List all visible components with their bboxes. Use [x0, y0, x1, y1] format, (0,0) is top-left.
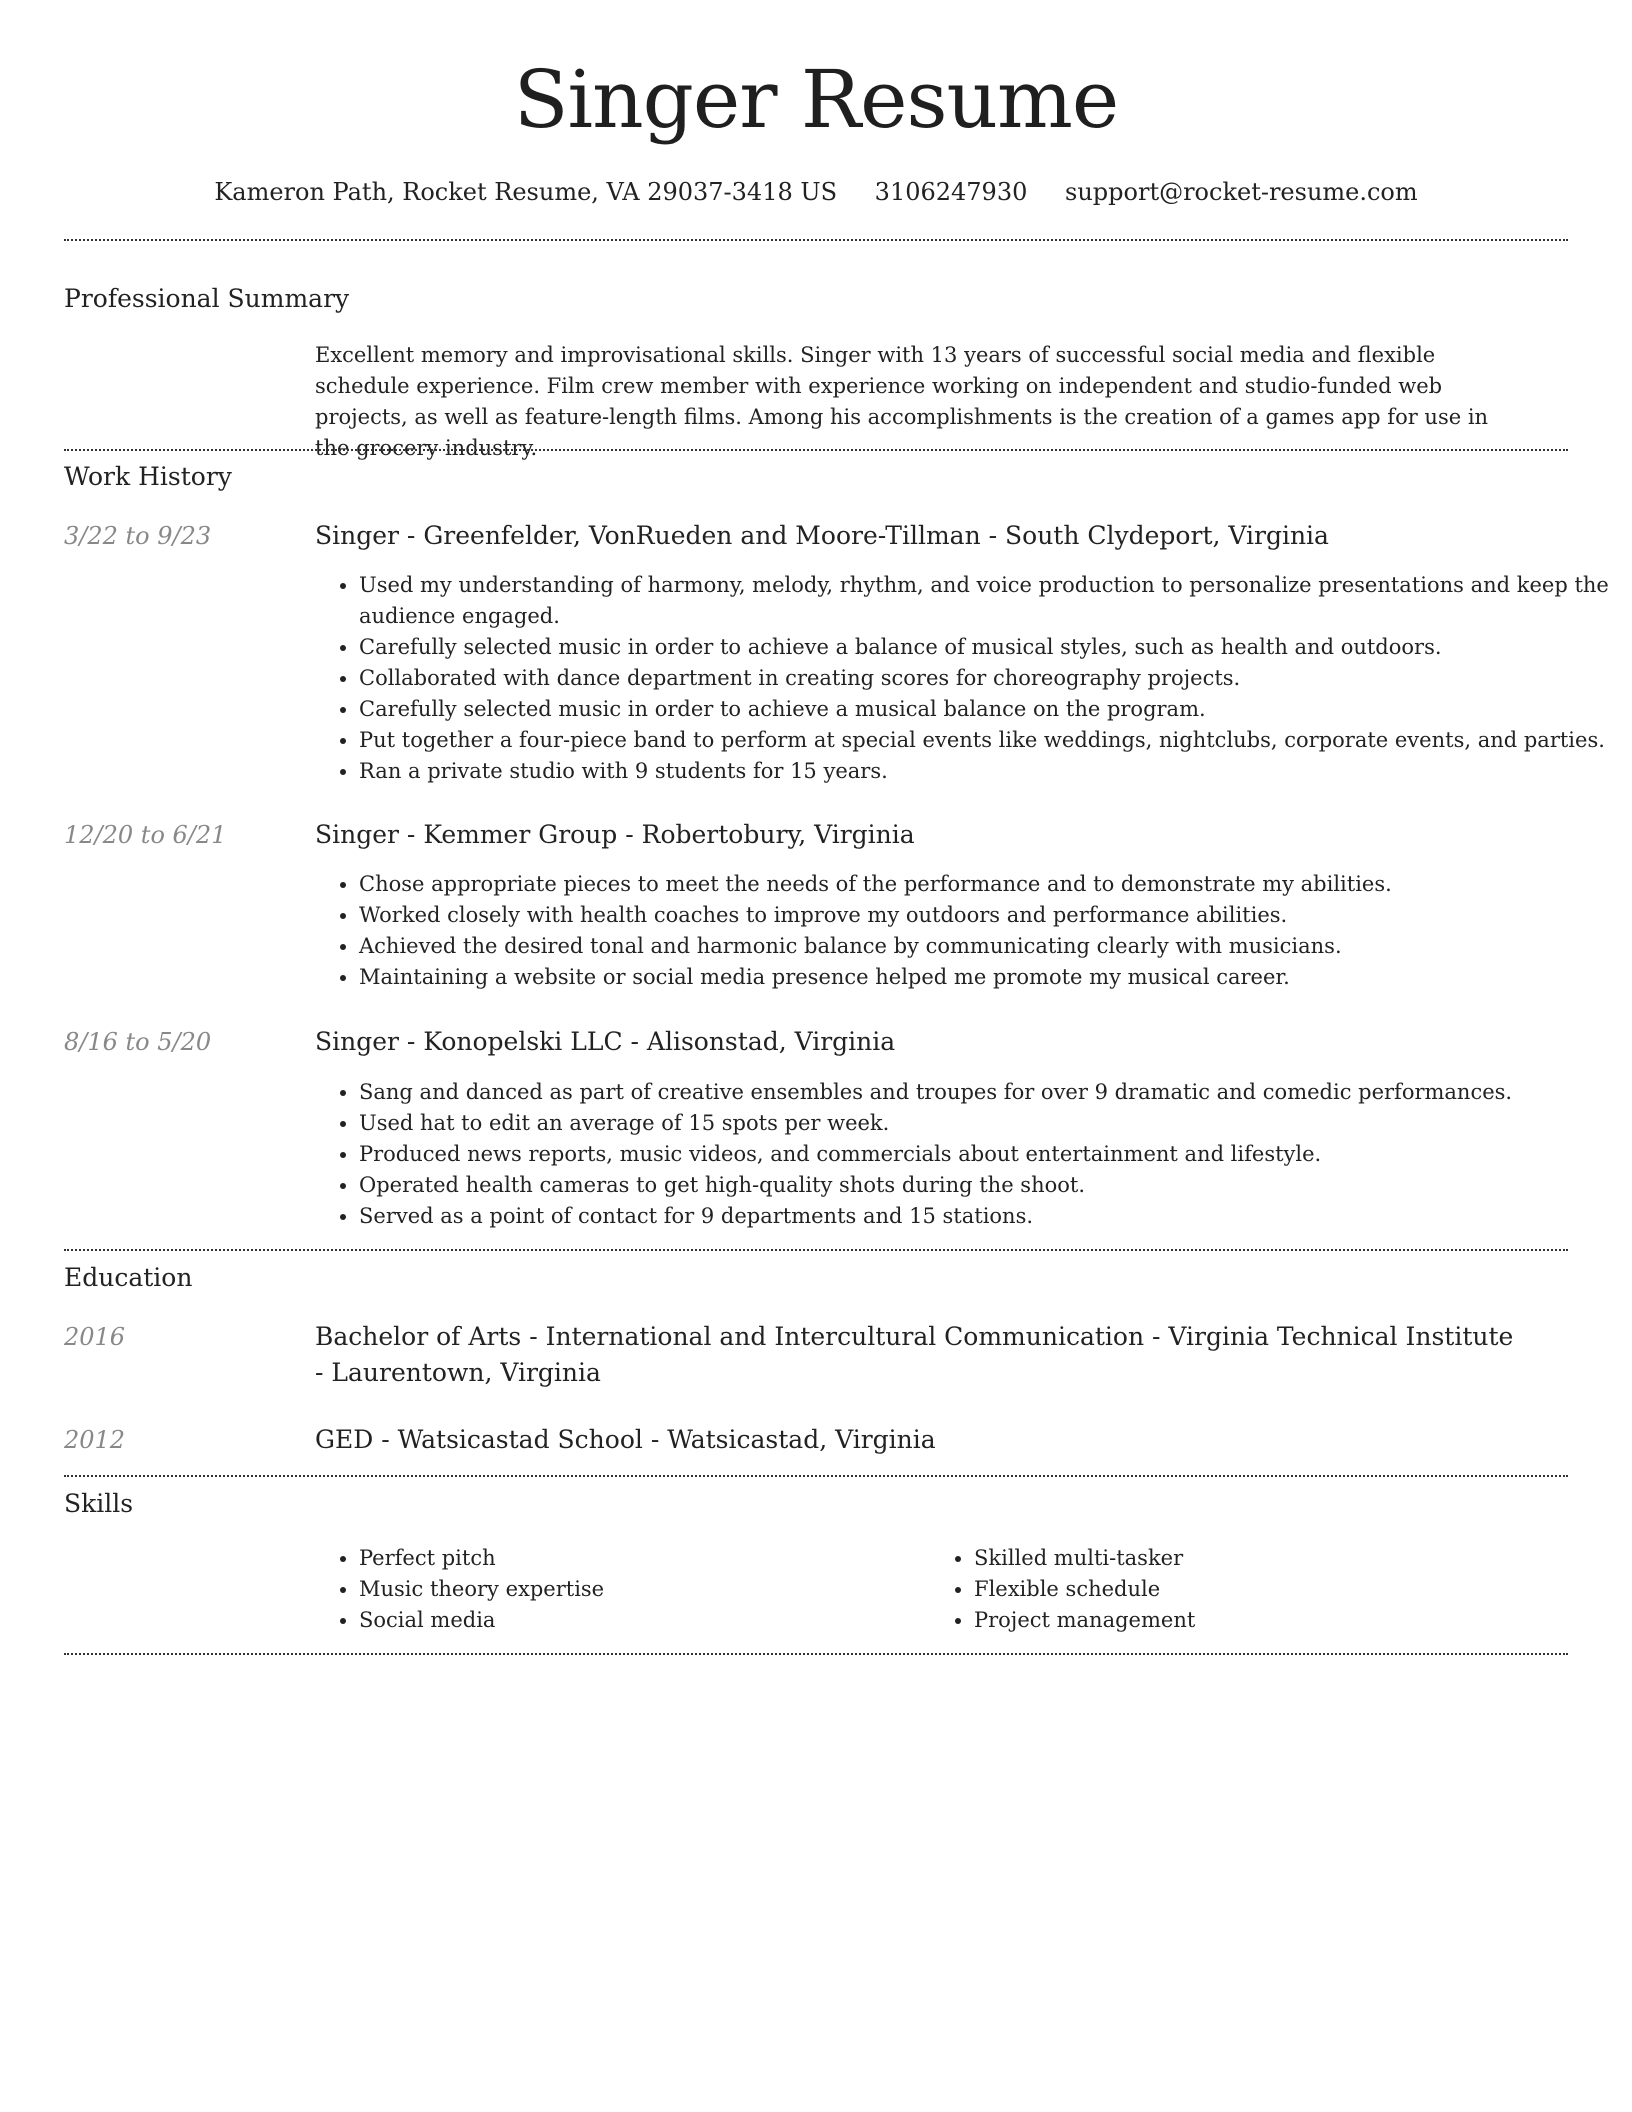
skill-item: • Social media [359, 1605, 919, 1636]
job-dates: 8/16 to 5/20 [64, 1028, 212, 1056]
skill-item: • Project management [974, 1605, 1534, 1636]
section-title-skills: Skills [64, 1489, 134, 1518]
education-year: 2012 [64, 1426, 126, 1454]
job-bullet: • Chose appropriate pieces to meet the needs of the performance and to demonstrate my abilities. [359, 869, 1609, 900]
job-bullet: • Maintaining a website or social media presence helped me promote my musical career. [359, 962, 1609, 993]
job-bullet: • Produced news reports, music videos, and commercials about entertainment and lifestyle. [359, 1139, 1609, 1170]
job-bullet: • Served as a point of contact for 9 departments and 15 stations. [359, 1201, 1609, 1232]
job-heading: Singer - Konopelski LLC - Alisonstad, Virginia [315, 1027, 896, 1056]
job-bullet: • Collaborated with dance department in creating scores for choreography projects. [359, 663, 1609, 694]
job-dates: 12/20 to 6/21 [64, 821, 227, 849]
divider [64, 449, 1568, 451]
section-title-work-history: Work History [64, 462, 232, 491]
contact-phone: 3106247930 [874, 178, 1028, 206]
contact-email: support@rocket-resume.com [1065, 178, 1418, 206]
job-heading: Singer - Kemmer Group - Robertobury, Virginia [315, 820, 915, 849]
education-heading: GED - Watsicastad School - Watsicastad, Virginia [315, 1425, 936, 1454]
job-bullet: • Put together a four-piece band to perform at special events like weddings, nightclubs, corporate events, and parties. [359, 725, 1609, 756]
skill-item: • Perfect pitch [359, 1543, 919, 1574]
job-bullets [315, 869, 1609, 993]
contact-line [0, 176, 1632, 208]
divider [64, 1249, 1568, 1251]
job-bullets [315, 1077, 1609, 1232]
job-bullets [315, 570, 1609, 787]
contact-address: Kameron Path, Rocket Resume, VA 29037-3418 US [214, 178, 838, 206]
job-bullet: • Used my understanding of harmony, melody, rhythm, and voice production to personalize presentations and keep the audience engaged. [359, 570, 1609, 632]
job-bullet: • Ran a private studio with 9 students for 15 years. [359, 756, 1609, 787]
job-dates: 3/22 to 9/23 [64, 522, 212, 550]
skill-item: • Music theory expertise [359, 1574, 919, 1605]
job-bullet: • Carefully selected music in order to achieve a musical balance on the program. [359, 694, 1609, 725]
summary-text: Excellent memory and improvisational skills. Singer with 13 years of successful social media and flexible schedule experience. Film crew member with experience working on independent and studio-funded web projects, as well as feature-length films. Among his accomplishments is the creation of a games app for use in the grocery industry. [315, 343, 1489, 460]
skill-item: • Flexible schedule [974, 1574, 1534, 1605]
job-bullet: • Sang and danced as part of creative ensembles and troupes for over 9 dramatic and comedic performances. [359, 1077, 1609, 1108]
education-heading: Bachelor of Arts - International and Intercultural Communication - Virginia Technical Institute - Laurentown, Virginia [315, 1322, 1514, 1387]
skills-list-right [930, 1543, 1534, 1636]
job-bullet: • Worked closely with health coaches to improve my outdoors and performance abilities. [359, 900, 1609, 931]
divider [64, 1653, 1568, 1655]
job-bullet: • Carefully selected music in order to achieve a balance of musical styles, such as health and outdoors. [359, 632, 1609, 663]
divider [64, 1475, 1568, 1477]
skill-item: • Skilled multi-tasker [974, 1543, 1534, 1574]
section-title-summary: Professional Summary [64, 284, 350, 313]
job-bullet: • Achieved the desired tonal and harmonic balance by communicating clearly with musicians. [359, 931, 1609, 962]
divider [64, 239, 1568, 241]
resume-title: Singer Resume [513, 53, 1119, 146]
section-title-education: Education [64, 1263, 193, 1292]
job-bullet: • Operated health cameras to get high-quality shots during the shoot. [359, 1170, 1609, 1201]
job-bullet: • Used hat to edit an average of 15 spots per week. [359, 1108, 1609, 1139]
skills-list-left [315, 1543, 919, 1636]
job-heading: Singer - Greenfelder, VonRueden and Moore-Tillman - South Clydeport, Virginia [315, 521, 1329, 550]
education-year: 2016 [64, 1323, 126, 1351]
